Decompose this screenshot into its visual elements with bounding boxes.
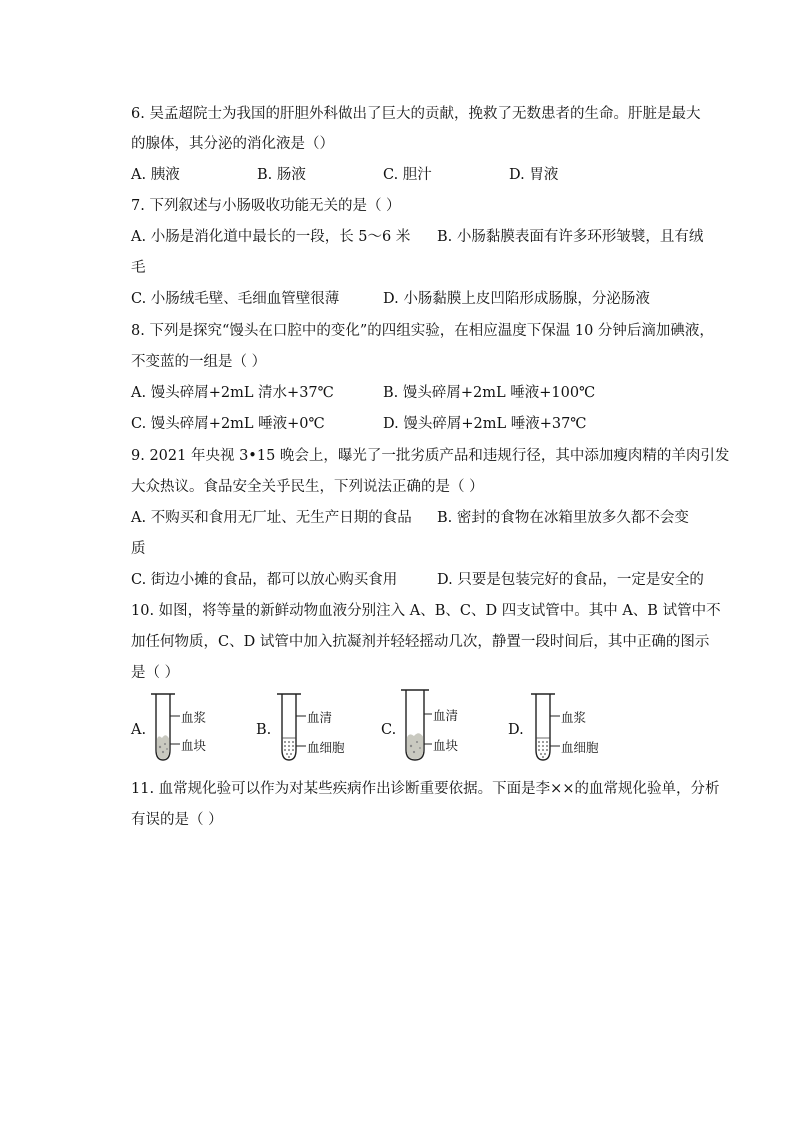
tube-d-top-label: 血浆: [561, 710, 587, 725]
q8-option-b: B. 馒头碎屑+2mL 唾液+100℃: [383, 385, 596, 401]
q7-stem: 7. 下列叙述与小肠吸收功能无关的是（ ）: [131, 198, 401, 214]
q9-stem-line2: 大众热议。食品安全关乎民生，下列说法正确的是（ ）: [131, 479, 484, 495]
tube-b-bottom-label: 血细胞: [307, 740, 345, 755]
q7-option-a: A. 小肠是消化道中最长的一段，长 5～6 米: [131, 229, 411, 245]
tube-c-label: C.: [381, 722, 397, 738]
tube-a-bottom-label: 血块: [181, 738, 207, 753]
q6-option-a: A. 胰液: [131, 167, 180, 183]
q9-option-c: C. 街边小摊的食品，都可以放心购买食用: [131, 572, 398, 588]
q7-option-b-cont: 毛: [131, 260, 146, 276]
q8-option-c: C. 馒头碎屑+2mL 唾液+0℃: [131, 416, 325, 432]
tube-a-label: A.: [131, 722, 147, 738]
q6-option-c: C. 胆汁: [383, 167, 432, 183]
q6-stem-line1: 6. 吴孟超院士为我国的肝胆外科做出了巨大的贡献，挽救了无数患者的生命。肝脏是最大: [131, 106, 701, 122]
q7-option-d: D. 小肠黏膜上皮凹陷形成肠腺，分泌肠液: [383, 291, 650, 307]
tube-d-label: D.: [508, 722, 524, 738]
q6-stem-line2: 的腺体，其分泌的消化液是（）: [131, 136, 334, 152]
tube-b-label: B.: [256, 722, 272, 738]
q7-option-b: B. 小肠黏膜表面有许多环形皱襞，且有绒: [437, 229, 704, 245]
q10-stem-line1: 10. 如图，将等量的新鲜动物血液分别注入 A、B、C、D 四支试管中。其中 A、B 试管中不: [131, 603, 721, 619]
tube-a-figure: [150, 692, 230, 764]
q11-stem-line2: 有误的是（ ）: [131, 812, 223, 828]
q10-stem-line2: 加任何物质，C、D 试管中加入抗凝剂并轻轻摇动几次，静置一段时间后，其中正确的图示: [131, 634, 710, 650]
tube-c-top-label: 血清: [433, 708, 459, 723]
q8-stem-line1: 8. 下列是探究“馒头在口腔中的变化”的四组实验，在相应温度下保温 10 分钟后滴加碘液，: [131, 323, 714, 339]
tube-b-top-label: 血清: [307, 710, 333, 725]
q9-option-d: D. 只要是包装完好的食品，一定是安全的: [437, 572, 704, 588]
q8-stem-line2: 不变蓝的一组是（ ）: [131, 354, 267, 370]
q8-option-d: D. 馒头碎屑+2mL 唾液+37℃: [383, 416, 587, 432]
q9-stem-line1: 9. 2021 年央视 3•15 晚会上，曝光了一批劣质产品和违规行径，其中添加瘦肉精的羊肉引发: [131, 448, 730, 464]
tube-d-figure: [530, 692, 620, 764]
q9-option-b: B. 密封的食物在冰箱里放多久都不会变: [437, 510, 689, 526]
q6-option-d: D. 胃液: [509, 167, 559, 183]
q9-option-a: A. 不购买和食用无厂址、无生产日期的食品: [131, 510, 412, 526]
q11-stem-line1: 11. 血常规化验可以作为对某些疾病作出诊断重要依据。下面是李××的血常规化验单，分析: [131, 781, 720, 797]
q10-stem-line3: 是（ ）: [131, 665, 180, 681]
q9-option-b-cont: 质: [131, 541, 146, 557]
tube-a-top-label: 血浆: [181, 710, 207, 725]
tube-c-figure: [400, 688, 480, 760]
q6-option-b: B. 肠液: [257, 167, 306, 183]
q7-option-c: C. 小肠绒毛壁、毛细血管壁很薄: [131, 291, 340, 307]
tube-d-bottom-label: 血细胞: [561, 740, 599, 755]
tube-c-bottom-label: 血块: [433, 738, 459, 753]
tube-b-figure: [276, 692, 366, 764]
q8-option-a: A. 馒头碎屑+2mL 清水+37℃: [131, 385, 334, 401]
